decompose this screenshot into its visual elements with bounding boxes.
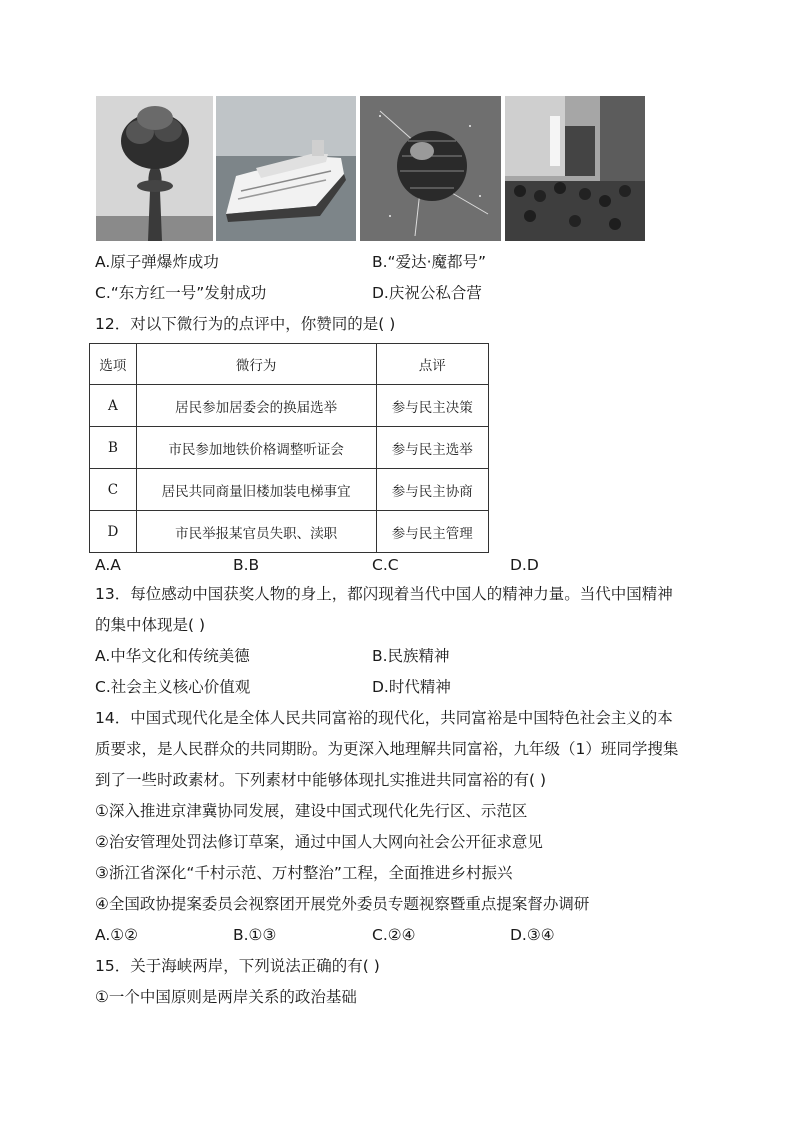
table-cell: 市民参加地铁价格调整听证会	[136, 427, 376, 469]
table-row	[90, 469, 489, 511]
table-cell: 居民共同商量旧楼加装电梯事宜	[136, 469, 376, 511]
table-cell: 参与民主决策	[376, 385, 488, 427]
q13-option-a[interactable]: A.中华文化和传统美德	[95, 647, 250, 665]
table-cell: D	[90, 511, 137, 553]
table-cell: A	[90, 385, 137, 427]
photo-satellite	[360, 96, 501, 241]
table-row	[90, 427, 489, 469]
q14-stem-line1: 14．中国式现代化是全体人民共同富裕的现代化，共同富裕是中国特色社会主义的本	[95, 709, 673, 727]
q12-option-b[interactable]: B.B	[233, 556, 260, 574]
table-cell: 参与民主管理	[376, 511, 488, 553]
table-cell: B	[90, 427, 137, 469]
table-row	[90, 511, 489, 553]
q11-option-d[interactable]: D.庆祝公私合营	[372, 284, 482, 302]
q12-table	[89, 343, 489, 553]
q13-option-b[interactable]: B.民族精神	[372, 647, 450, 665]
q12-stem: 12．对以下微行为的点评中，你赞同的是( )	[95, 315, 396, 333]
q13-stem-line1: 13．每位感动中国获奖人物的身上，都闪现着当代中国人的精神力量。当代中国精神	[95, 585, 673, 603]
q14-item-4: ④全国政协提案委员会视察团开展党外委员专题视察暨重点提案督办调研	[95, 895, 590, 913]
table-header-option: 选项	[90, 344, 137, 385]
q11-option-a[interactable]: A.原子弹爆炸成功	[95, 253, 219, 271]
table-cell: 参与民主选举	[376, 427, 488, 469]
q11-option-b[interactable]: B.“爱达·魔都号”	[372, 253, 487, 271]
table-cell: 参与民主协商	[376, 469, 488, 511]
q14-stem-line2: 质要求，是人民群众的共同期盼。为更深入地理解共同富裕，九年级（1）班同学搜集	[95, 740, 679, 758]
table-header-row	[90, 344, 489, 385]
table-cell: 居民参加居委会的换届选举	[136, 385, 376, 427]
table-header-comment: 点评	[376, 344, 488, 385]
table-header-behavior: 微行为	[136, 344, 376, 385]
q14-option-a[interactable]: A.①②	[95, 926, 139, 944]
q11-option-c[interactable]: C.“东方红一号”发射成功	[95, 284, 267, 302]
q13-option-d[interactable]: D.时代精神	[372, 678, 451, 696]
q12-option-a[interactable]: A.A	[95, 556, 121, 574]
table-row	[90, 385, 489, 427]
q12-option-c[interactable]: C.C	[372, 556, 399, 574]
q14-item-1: ①深入推进京津冀协同发展，建设中国式现代化先行区、示范区	[95, 802, 528, 820]
photo-celebration	[505, 96, 645, 241]
table-cell: C	[90, 469, 137, 511]
q12-option-d[interactable]: D.D	[510, 556, 539, 574]
q14-option-d[interactable]: D.③④	[510, 926, 555, 944]
photo-atomic-bomb	[96, 96, 213, 241]
q15-item-1: ①一个中国原则是两岸关系的政治基础	[95, 988, 357, 1006]
table-cell: 市民举报某官员失职、渎职	[136, 511, 376, 553]
q14-option-b[interactable]: B.①③	[233, 926, 277, 944]
q13-stem-line2: 的集中体现是( )	[95, 616, 206, 634]
q14-item-2: ②治安管理处罚法修订草案，通过中国人大网向社会公开征求意见	[95, 833, 543, 851]
q15-stem: 15．关于海峡两岸，下列说法正确的有( )	[95, 957, 380, 975]
q14-option-c[interactable]: C.②④	[372, 926, 416, 944]
q14-item-3: ③浙江省深化“千村示范、万村整治”工程，全面推进乡村振兴	[95, 864, 513, 882]
q13-option-c[interactable]: C.社会主义核心价值观	[95, 678, 251, 696]
q14-stem-line3: 到了一些时政素材。下列素材中能够体现扎实推进共同富裕的有( )	[95, 771, 547, 789]
photo-cruise-ship	[216, 96, 356, 241]
